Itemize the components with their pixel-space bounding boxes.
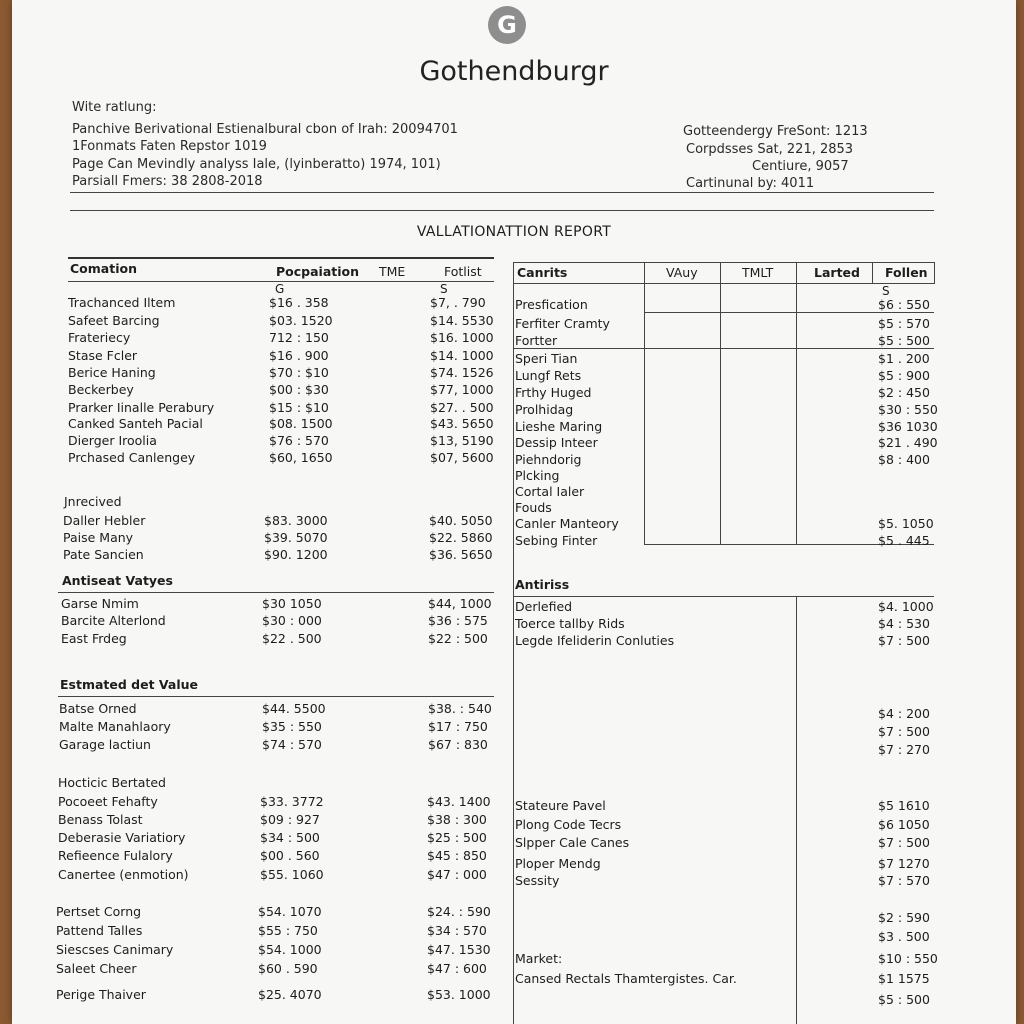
header-left-line: Panchive Berivational Estienalbural cbon of Irah: 20094701 <box>72 122 458 137</box>
row-value: $5 : 900 <box>878 368 930 383</box>
divider <box>513 348 934 349</box>
grid-line <box>796 596 797 1024</box>
row-label: Canertee (enmotion) <box>58 867 189 882</box>
row-value: $1 . 200 <box>878 351 930 366</box>
row-value-b: $7, . 790 <box>430 295 486 310</box>
row-value-b: $22 : 500 <box>428 631 488 646</box>
row-value-a: $60, 1650 <box>269 450 333 465</box>
row-value-b: $45 : 850 <box>427 848 487 863</box>
row-value: $7 : 570 <box>878 873 930 888</box>
page-title: Gothendburgr <box>419 56 609 87</box>
row-label: Perige Thaiver <box>56 987 146 1002</box>
row-label: Canked Santeh Pacial <box>68 416 203 431</box>
row-value-b: $40. 5050 <box>429 513 493 528</box>
row-value-a: 712 : 150 <box>269 330 329 345</box>
row-value-a: $16 . 900 <box>269 348 329 363</box>
row-label: Fraterieсy <box>68 330 131 345</box>
row-label: Trachanced Iltem <box>68 295 176 310</box>
divider <box>70 210 934 211</box>
left-col-header: Pocpaiation <box>276 264 360 279</box>
row-label: Derlefied <box>515 599 573 614</box>
row-value-a: $22 . 500 <box>262 631 322 646</box>
header-right-line: Cartinunal by: 4011 <box>686 176 815 191</box>
row-label: Stase Fcler <box>68 348 138 363</box>
divider <box>58 696 494 697</box>
row-label: Cansed Rectals Thamtergistes. Car. <box>515 971 737 986</box>
row-value-a: $90. 1200 <box>264 547 328 562</box>
company-logo-icon: G <box>488 6 526 44</box>
row-value-b: $14. 1000 <box>430 348 494 363</box>
right-col-header: VAuy <box>666 265 698 280</box>
row-value-b: $36. 5650 <box>429 547 493 562</box>
row-value: $30 : 550 <box>878 402 938 417</box>
row-label: Siescses Canimary <box>56 942 174 957</box>
row-value: $7 1270 <box>878 856 930 871</box>
row-label: Fortter <box>515 333 558 348</box>
grid-line <box>872 262 873 284</box>
grid-line <box>720 262 721 545</box>
row-value-b: $25 : 500 <box>427 830 487 845</box>
row-value: $3 . 500 <box>878 929 930 944</box>
row-value: $6 : 550 <box>878 297 930 312</box>
divider <box>70 192 934 193</box>
grid-line <box>796 262 797 545</box>
row-label: Ferfiter Cramty <box>515 316 610 331</box>
divider <box>58 592 494 593</box>
row-label: Pate Sancien <box>63 547 144 562</box>
grid-line <box>644 262 645 545</box>
row-label: Plong Code Tecrs <box>515 817 622 832</box>
row-value-b: $38 : 300 <box>427 812 487 827</box>
row-value: $5. 1050 <box>878 516 934 531</box>
row-value-b: $47. 1530 <box>427 942 491 957</box>
row-value-a: $44. 5500 <box>262 701 326 716</box>
row-label: Prchased Canlengey <box>68 450 196 465</box>
row-label: Paise Many <box>63 530 134 545</box>
row-value-a: $00 . 560 <box>260 848 320 863</box>
left-col-subheader: S <box>440 282 448 296</box>
row-value-b: $22. 5860 <box>429 530 493 545</box>
header-left-line: Page Can Mevindly analyss Iale, (lyinberatto) 1974, 101) <box>72 157 441 172</box>
row-label: Benass Tolast <box>58 812 143 827</box>
row-label: Pattend Talles <box>56 923 143 938</box>
row-label: Pocoeet Fehafty <box>58 794 158 809</box>
row-label: Garse Nmim <box>61 596 139 611</box>
row-value-b: $38. : 540 <box>428 701 492 716</box>
row-value-b: $14. 5530 <box>430 313 494 328</box>
group-heading: Jnrecived <box>64 494 122 509</box>
row-value: $5 1610 <box>878 798 930 813</box>
row-value-b: $24. : 590 <box>427 904 491 919</box>
row-label: Malte Manahlaory <box>59 719 171 734</box>
row-value-a: $00 : $30 <box>269 382 329 397</box>
row-value: $7 : 500 <box>878 835 930 850</box>
row-value: $36 1030 <box>878 419 938 434</box>
row-label: Frthy Huged <box>515 385 592 400</box>
report-page <box>12 0 1016 1024</box>
row-value-b: $74. 1526 <box>430 365 494 380</box>
row-value: $1 1575 <box>878 971 930 986</box>
row-label: Batse Orned <box>59 701 137 716</box>
left-col-header: TME <box>379 264 406 279</box>
right-col-header: Follen <box>885 265 928 280</box>
row-value-a: $33. 3772 <box>260 794 324 809</box>
row-value: $7 : 500 <box>878 724 930 739</box>
row-label: Dessip Inteer <box>515 435 598 450</box>
row-value-a: $34 : 500 <box>260 830 320 845</box>
row-value-b: $17 : 750 <box>428 719 488 734</box>
row-label: Market: <box>515 951 563 966</box>
row-label: Sebing Finter <box>515 533 598 548</box>
divider <box>513 596 934 597</box>
row-label: Stateure Pavel <box>515 798 606 813</box>
right-col-header: Canrits <box>517 265 568 280</box>
row-value-a: $83. 3000 <box>264 513 328 528</box>
row-value-a: $55 : 750 <box>258 923 318 938</box>
row-label: Piehndorig <box>515 452 582 467</box>
row-label: Garage lactiun <box>59 737 151 752</box>
row-value: $7 : 500 <box>878 633 930 648</box>
row-value: $4 : 200 <box>878 706 930 721</box>
header-left-line: Wite ratlung: <box>72 100 157 115</box>
row-value-a: $09 : 927 <box>260 812 320 827</box>
left-col-subheader: G <box>275 282 285 296</box>
row-label: Sessity <box>515 873 560 888</box>
row-value-a: $30 1050 <box>262 596 322 611</box>
row-label: Deberasie Variatiory <box>58 830 186 845</box>
row-value: $5 . 445 <box>878 533 930 548</box>
row-label: Saleet Cheer <box>56 961 137 976</box>
row-value-a: $15 : $10 <box>269 400 329 415</box>
row-value-b: $13, 5190 <box>430 433 494 448</box>
row-value: $4 : 530 <box>878 616 930 631</box>
row-value-a: $54. 1000 <box>258 942 322 957</box>
row-value-b: $44, 1000 <box>428 596 492 611</box>
row-label: Plcking <box>515 468 560 483</box>
row-label: Canler Manteory <box>515 516 619 531</box>
row-label: Slpper Cale Canes <box>515 835 630 850</box>
left-col-header: Comation <box>70 261 137 276</box>
row-label: Presfication <box>515 297 588 312</box>
row-value-b: $36 : 575 <box>428 613 488 628</box>
grid-line <box>513 262 514 1024</box>
row-value-a: $03. 1520 <box>269 313 333 328</box>
group-heading: Hocticic Bertated <box>58 775 166 790</box>
row-value-a: $16 . 358 <box>269 295 329 310</box>
row-label: Fouds <box>515 500 552 515</box>
row-value-a: $39. 5070 <box>264 530 328 545</box>
row-label: Cortal Ialer <box>515 484 585 499</box>
row-label: Legde Ifeliderin Conluties <box>515 633 675 648</box>
row-value-b: $16. 1000 <box>430 330 494 345</box>
row-value-a: $30 : 000 <box>262 613 322 628</box>
row-value-b: $43. 5650 <box>430 416 494 431</box>
row-value-a: $25. 4070 <box>258 987 322 1002</box>
section-heading: Antiriss <box>515 577 570 592</box>
row-label: Lungf Rets <box>515 368 582 383</box>
left-col-header: Fotlist <box>444 264 482 279</box>
row-value-a: $54. 1070 <box>258 904 322 919</box>
right-col-subheader: S <box>882 284 890 298</box>
row-value-b: $47 : 000 <box>427 867 487 882</box>
row-value-b: $34 : 570 <box>427 923 487 938</box>
row-value-a: $74 : 570 <box>262 737 322 752</box>
row-value: $4. 1000 <box>878 599 934 614</box>
row-label: Refieence Fulalory <box>58 848 173 863</box>
row-value: $21 . 490 <box>878 435 938 450</box>
section-heading: Estmated det Value <box>60 677 199 692</box>
right-col-header: TMLT <box>742 265 774 280</box>
row-label: Speri Tian <box>515 351 578 366</box>
row-label: Prarker Iinalle Perabury <box>68 400 215 415</box>
row-label: Beckerbey <box>68 382 134 397</box>
table-top-rule <box>68 257 494 259</box>
row-value-a: $76 : 570 <box>269 433 329 448</box>
header-right-line: Centiure, 9057 <box>752 159 849 174</box>
row-value-b: $47 : 600 <box>427 961 487 976</box>
row-value: $10 : 550 <box>878 951 938 966</box>
row-value: $8 : 400 <box>878 452 930 467</box>
section-heading: Antiseat Vatyes <box>62 573 173 588</box>
row-value: $5 : 500 <box>878 992 930 1007</box>
row-value: $7 : 270 <box>878 742 930 757</box>
row-value-a: $55. 1060 <box>260 867 324 882</box>
header-left-line: Parsiall Fmers: 38 2808-2018 <box>72 174 263 189</box>
header-right-line: Gotteendergy FreSont: 1213 <box>683 124 868 139</box>
row-value: $5 : 500 <box>878 333 930 348</box>
row-value: $2 : 450 <box>878 385 930 400</box>
row-value-b: $43. 1400 <box>427 794 491 809</box>
report-title: VALLATIONATTION REPORT <box>416 224 612 240</box>
row-label: Berice Haning <box>68 365 156 380</box>
row-value-b: $77, 1000 <box>430 382 494 397</box>
row-label: Lieshe Maring <box>515 419 603 434</box>
row-value-b: $07, 5600 <box>430 450 494 465</box>
row-value-b: $27. . 500 <box>430 400 494 415</box>
row-value-a: $70 : $10 <box>269 365 329 380</box>
grid-line <box>934 262 935 284</box>
row-label: Daller Hebler <box>63 513 146 528</box>
row-value: $5 : 570 <box>878 316 930 331</box>
row-value-b: $53. 1000 <box>427 987 491 1002</box>
row-label: Pertset Corng <box>56 904 142 919</box>
row-label: Safeet Barcing <box>68 313 160 328</box>
row-value-b: $67 : 830 <box>428 737 488 752</box>
row-value-a: $08. 1500 <box>269 416 333 431</box>
row-label: East Frdeg <box>61 631 127 646</box>
row-label: Toerce tallby Rids <box>515 616 625 631</box>
row-value: $2 : 590 <box>878 910 930 925</box>
row-label: Barcite Alterlond <box>61 613 166 628</box>
row-label: Prolhidag <box>515 402 574 417</box>
header-left-line: 1Fonmats Faten Repstor 1019 <box>72 139 267 154</box>
row-value: $6 1050 <box>878 817 930 832</box>
row-value-a: $35 : 550 <box>262 719 322 734</box>
row-label: Dierger Iroolia <box>68 433 157 448</box>
row-value-a: $60 . 590 <box>258 961 318 976</box>
right-col-header: Larted <box>814 265 860 280</box>
header-right-line: Corpdsses Sat, 221, 2853 <box>686 142 854 157</box>
row-label: Ploper Mendg <box>515 856 601 871</box>
